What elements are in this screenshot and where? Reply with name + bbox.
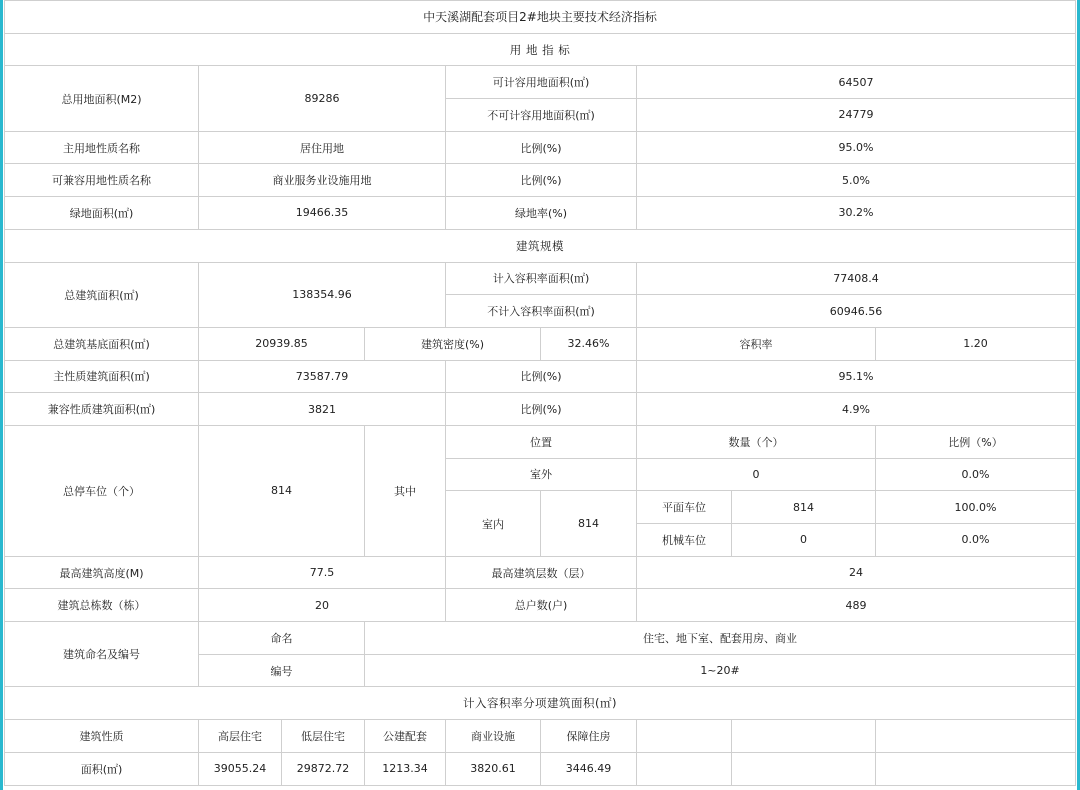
table-row bbox=[5, 589, 1076, 622]
green-rate-value: 30.2% bbox=[637, 197, 1076, 230]
breakdown-val-public: 1213.34 bbox=[365, 752, 446, 785]
table-row bbox=[5, 556, 1076, 589]
breakdown-val-commercial: 3820.61 bbox=[446, 752, 541, 785]
parking-outdoor-count: 0 bbox=[637, 458, 876, 491]
main-area-ratio-label: 比例(%) bbox=[446, 360, 637, 393]
breakdown-col-commercial: 商业设施 bbox=[446, 720, 541, 753]
max-floors-value: 24 bbox=[637, 556, 1076, 589]
breakdown-col-type: 建筑性质 bbox=[5, 720, 199, 753]
parking-flat-count: 814 bbox=[732, 491, 876, 524]
breakdown-col-affordable: 保障住房 bbox=[541, 720, 637, 753]
table-title: 中天溪湖配套项目2#地块主要技术经济指标 bbox=[5, 1, 1076, 34]
main-ratio-label: 比例(%) bbox=[446, 131, 637, 164]
far-in-value: 77408.4 bbox=[637, 262, 1076, 295]
number-sub-label: 编号 bbox=[199, 654, 365, 687]
parking-total-label: 总停车位（个） bbox=[5, 425, 199, 556]
parking-flat-label: 平面车位 bbox=[637, 491, 732, 524]
noncountable-land-value: 24779 bbox=[637, 99, 1076, 132]
households-value: 489 bbox=[637, 589, 1076, 622]
table-row bbox=[5, 164, 1076, 197]
parking-of-which: 其中 bbox=[365, 425, 446, 556]
parking-total-value: 814 bbox=[199, 425, 365, 556]
total-land-value: 89286 bbox=[199, 66, 446, 131]
green-area-value: 19466.35 bbox=[199, 197, 446, 230]
breakdown-col-lowrise: 低层住宅 bbox=[282, 720, 365, 753]
breakdown-empty-cell bbox=[876, 720, 1076, 753]
breakdown-col-public: 公建配套 bbox=[365, 720, 446, 753]
breakdown-header-row bbox=[5, 687, 1076, 720]
breakdown-empty-cell bbox=[732, 752, 876, 785]
breakdown-empty-cell bbox=[732, 720, 876, 753]
far-in-label: 计入容积率面积(㎡) bbox=[446, 262, 637, 295]
main-use-value: 居住用地 bbox=[199, 131, 446, 164]
indicator-table bbox=[4, 0, 1076, 786]
parking-count-header: 数量（个） bbox=[637, 425, 876, 458]
main-area-ratio-value: 95.1% bbox=[637, 360, 1076, 393]
parking-mech-ratio: 0.0% bbox=[876, 524, 1076, 557]
parking-indoor-count: 814 bbox=[541, 491, 637, 556]
parking-flat-ratio: 100.0% bbox=[876, 491, 1076, 524]
table-row bbox=[5, 66, 1076, 99]
compat-ratio-value: 5.0% bbox=[637, 164, 1076, 197]
total-building-label: 总建筑面积(㎡) bbox=[5, 262, 199, 327]
building-section-header: 建筑规模 bbox=[5, 229, 1076, 262]
building-count-value: 20 bbox=[199, 589, 446, 622]
countable-land-value: 64507 bbox=[637, 66, 1076, 99]
density-value: 32.46% bbox=[541, 327, 637, 360]
max-height-label: 最高建筑高度(M) bbox=[5, 556, 199, 589]
parking-mech-count: 0 bbox=[732, 524, 876, 557]
number-value: 1~20# bbox=[365, 654, 1076, 687]
max-height-value: 77.5 bbox=[199, 556, 446, 589]
compat-area-ratio-label: 比例(%) bbox=[446, 393, 637, 426]
parking-outdoor-label: 室外 bbox=[446, 458, 637, 491]
main-ratio-value: 95.0% bbox=[637, 131, 1076, 164]
compat-area-value: 3821 bbox=[199, 393, 446, 426]
green-area-label: 绿地面积(㎡) bbox=[5, 197, 199, 230]
table-row bbox=[5, 131, 1076, 164]
breakdown-col-highrise: 高层住宅 bbox=[199, 720, 282, 753]
green-rate-label: 绿地率(%) bbox=[446, 197, 637, 230]
table-row bbox=[5, 327, 1076, 360]
title-row bbox=[5, 1, 1076, 34]
far-out-value: 60946.56 bbox=[637, 295, 1076, 328]
table-row bbox=[5, 425, 1076, 458]
far-value: 1.20 bbox=[876, 327, 1076, 360]
breakdown-values-row bbox=[5, 752, 1076, 785]
compat-ratio-label: 比例(%) bbox=[446, 164, 637, 197]
far-out-label: 不计入容积率面积(㎡) bbox=[446, 295, 637, 328]
breakdown-columns-row bbox=[5, 720, 1076, 753]
base-area-value: 20939.85 bbox=[199, 327, 365, 360]
base-area-label: 总建筑基底面积(㎡) bbox=[5, 327, 199, 360]
main-area-value: 73587.79 bbox=[199, 360, 446, 393]
building-header-row bbox=[5, 229, 1076, 262]
max-floors-label: 最高建筑层数（层） bbox=[446, 556, 637, 589]
households-label: 总户数(户) bbox=[446, 589, 637, 622]
land-section-header: 用 地 指 标 bbox=[5, 33, 1076, 66]
table-row bbox=[5, 393, 1076, 426]
breakdown-val-label: 面积(㎡) bbox=[5, 752, 199, 785]
breakdown-val-highrise: 39055.24 bbox=[199, 752, 282, 785]
parking-indoor-label: 室内 bbox=[446, 491, 541, 556]
total-building-value: 138354.96 bbox=[199, 262, 446, 327]
breakdown-val-lowrise: 29872.72 bbox=[282, 752, 365, 785]
compat-use-value: 商业服务业设施用地 bbox=[199, 164, 446, 197]
breakdown-section-header: 计入容积率分项建筑面积(㎡) bbox=[5, 687, 1076, 720]
breakdown-empty-cell bbox=[876, 752, 1076, 785]
parking-mech-label: 机械车位 bbox=[637, 524, 732, 557]
table-row bbox=[5, 197, 1076, 230]
far-label: 容积率 bbox=[637, 327, 876, 360]
naming-label: 建筑命名及编号 bbox=[5, 622, 199, 687]
breakdown-val-affordable: 3446.49 bbox=[541, 752, 637, 785]
land-header-row bbox=[5, 33, 1076, 66]
compat-area-ratio-value: 4.9% bbox=[637, 393, 1076, 426]
total-land-label: 总用地面积(M2) bbox=[5, 66, 199, 131]
left-border bbox=[0, 0, 3, 790]
compat-use-label: 可兼容用地性质名称 bbox=[5, 164, 199, 197]
compat-area-label: 兼容性质建筑面积(㎡) bbox=[5, 393, 199, 426]
density-label: 建筑密度(%) bbox=[365, 327, 541, 360]
naming-value: 住宅、地下室、配套用房、商业 bbox=[365, 622, 1076, 655]
parking-position-header: 位置 bbox=[446, 425, 637, 458]
breakdown-empty-cell bbox=[637, 720, 732, 753]
breakdown-empty-cell bbox=[637, 752, 732, 785]
countable-land-label: 可计容用地面积(㎡) bbox=[446, 66, 637, 99]
noncountable-land-label: 不可计容用地面积(㎡) bbox=[446, 99, 637, 132]
main-use-label: 主用地性质名称 bbox=[5, 131, 199, 164]
table-row bbox=[5, 262, 1076, 295]
naming-sub-label: 命名 bbox=[199, 622, 365, 655]
parking-ratio-header: 比例（%） bbox=[876, 425, 1076, 458]
table-row bbox=[5, 360, 1076, 393]
parking-outdoor-ratio: 0.0% bbox=[876, 458, 1076, 491]
main-area-label: 主性质建筑面积(㎡) bbox=[5, 360, 199, 393]
table-row bbox=[5, 622, 1076, 655]
building-count-label: 建筑总栋数（栋） bbox=[5, 589, 199, 622]
